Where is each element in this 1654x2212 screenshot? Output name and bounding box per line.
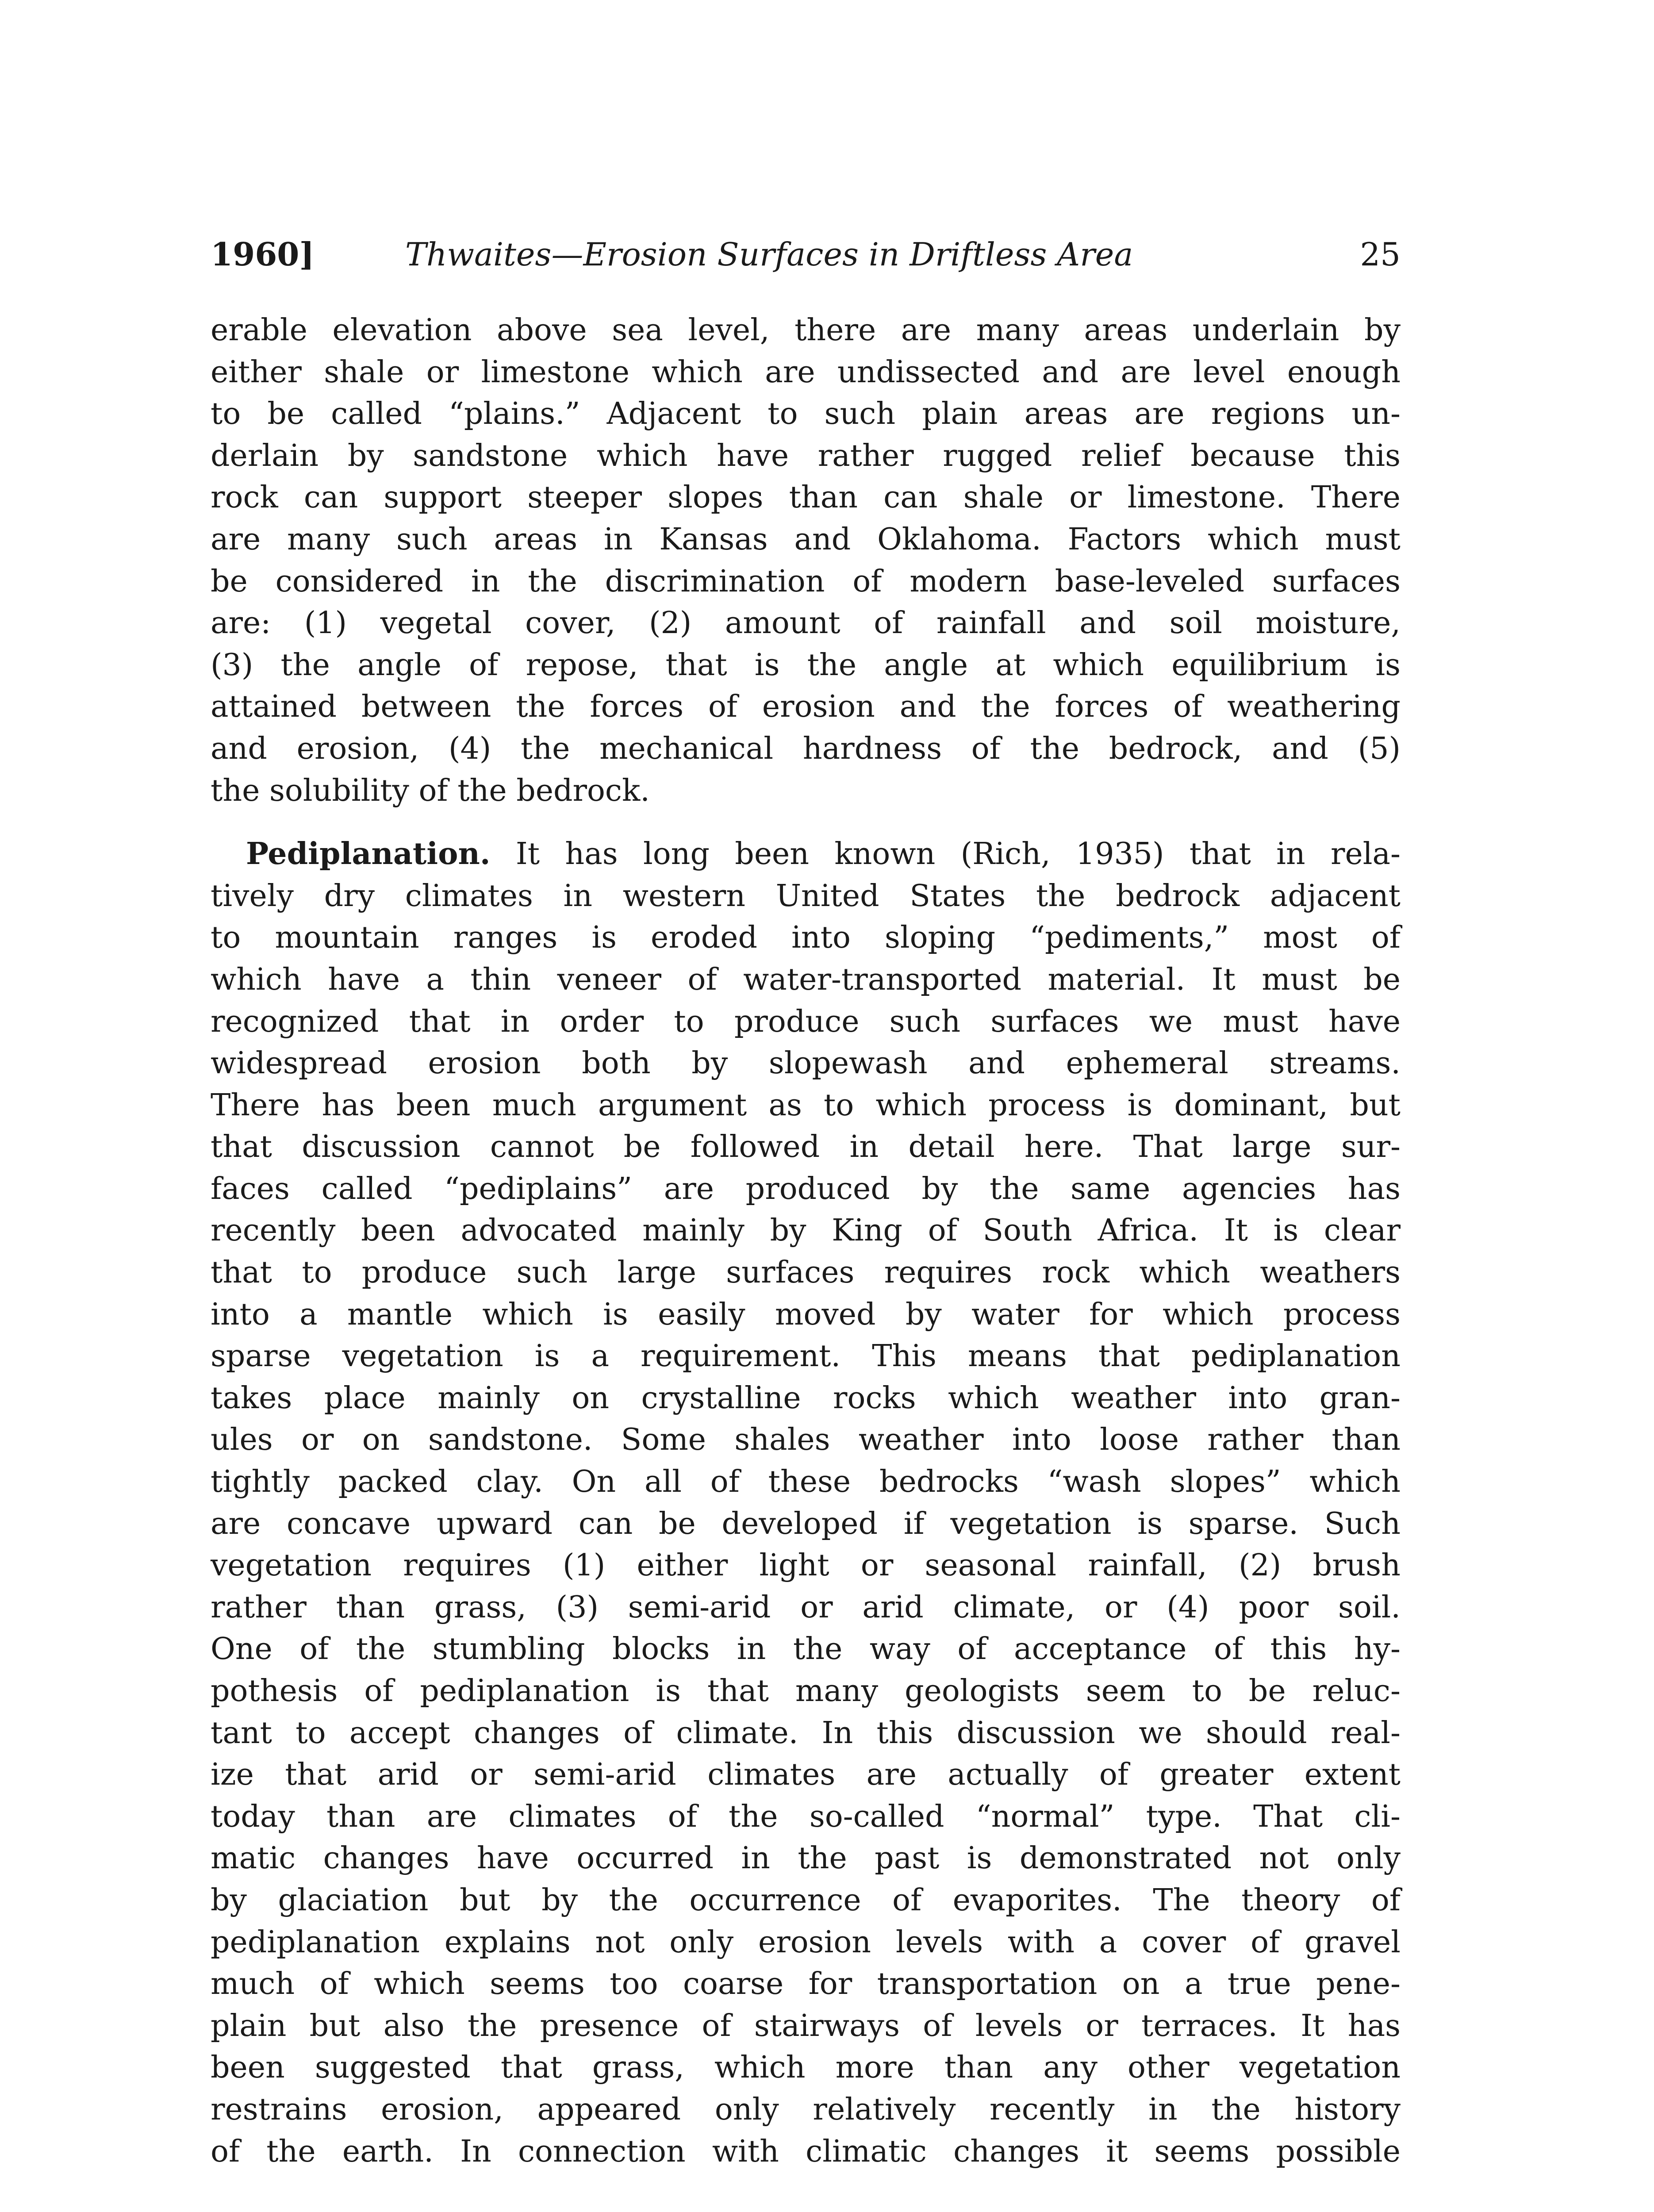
text-line: recognized that in order to produce such surfaces we must have xyxy=(211,1004,1401,1039)
text-line: pediplanation explains not only erosion levels with a cover of gravel xyxy=(211,1924,1401,1960)
text-line: be considered in the discrimination of modern base-leveled surfaces xyxy=(211,564,1401,599)
text-line: restrains erosion, appeared only relatively recently in the history xyxy=(211,2092,1401,2127)
text-line: (3) the angle of repose, that is the angle at which equilibrium is xyxy=(211,647,1401,683)
paragraph-pediplanation xyxy=(211,833,1401,2173)
body-text xyxy=(211,310,1401,2173)
text-line: that discussion cannot be followed in detail here. That large sur- xyxy=(211,1129,1401,1165)
text-line: rock can support steeper slopes than can shale or limestone. There xyxy=(211,480,1401,515)
text-line: and erosion, (4) the mechanical hardness of the bedrock, and (5) xyxy=(211,731,1401,766)
text-line: been suggested that grass, which more than any other vegetation xyxy=(211,2050,1401,2085)
running-head-title: Thwaites—Erosion Surfaces in Driftless Area xyxy=(405,236,1133,273)
text-line: matic changes have occurred in the past is demonstrated not only xyxy=(211,1841,1401,1876)
text-line: pothesis of pediplanation is that many geologists seem to be reluc- xyxy=(211,1674,1401,1709)
text-line: derlain by sandstone which have rather rugged relief because this xyxy=(211,438,1401,473)
text-line: to mountain ranges is eroded into sloping “pediments,” most of xyxy=(211,920,1401,956)
text-line: of the earth. In connection with climatic changes it seems possible xyxy=(211,2134,1401,2169)
text-line-rest: It has long been known (Rich, 1935) that in rela- xyxy=(490,837,1401,872)
text-line: into a mantle which is easily moved by water for which process xyxy=(211,1297,1401,1332)
text-line: sparse vegetation is a requirement. This means that pediplanation xyxy=(211,1339,1401,1374)
text-line: by glaciation but by the occurrence of evaporites. The theory of xyxy=(211,1882,1401,1918)
text-line: ize that arid or semi-arid climates are actually of greater extent xyxy=(211,1757,1401,1793)
text-line: rather than grass, (3) semi-arid or arid climate, or (4) poor soil. xyxy=(211,1590,1401,1625)
text-line: either shale or limestone which are undissected and are level enough xyxy=(211,354,1401,390)
text-line: faces called “pediplains” are produced by the same agencies has xyxy=(211,1171,1401,1206)
running-head-year: 1960] xyxy=(211,235,315,273)
text-line: There has been much argument as to which process is dominant, but xyxy=(211,1087,1401,1123)
text-line: are concave upward can be developed if vegetation is sparse. Such xyxy=(211,1506,1401,1541)
text-line: which have a thin veneer of water-transported material. It must be xyxy=(211,962,1401,997)
section-heading: Pediplanation. xyxy=(246,836,491,872)
running-head xyxy=(211,230,1401,279)
text-line: takes place mainly on crystalline rocks which weather into gran- xyxy=(211,1380,1401,1416)
text-line: much of which seems too coarse for transportation on a true pene- xyxy=(211,1966,1401,2002)
text-line: plain but also the presence of stairways of levels or terraces. It has xyxy=(211,2008,1401,2043)
text-line: that to produce such large surfaces requires rock which weathers xyxy=(211,1255,1401,1290)
text-line: are many such areas in Kansas and Oklahoma. Factors which must xyxy=(211,522,1401,557)
text-line: One of the stumbling blocks in the way of acceptance of this hy- xyxy=(211,1632,1401,1667)
text-line: erable elevation above sea level, there are many areas underlain by xyxy=(211,313,1401,348)
text-line: vegetation requires (1) either light or seasonal rainfall, (2) brush xyxy=(211,1548,1401,1583)
text-line: are: (1) vegetal cover, (2) amount of rainfall and soil moisture, xyxy=(211,606,1401,641)
text-line: tightly packed clay. On all of these bedrocks “wash slopes” which xyxy=(211,1464,1401,1500)
text-line: tively dry climates in western United States the bedrock adjacent xyxy=(211,878,1401,914)
text-line: widespread erosion both by slopewash and ephemeral streams. xyxy=(211,1046,1401,1081)
paragraph-continued xyxy=(211,310,1401,812)
text-line-first xyxy=(211,833,1401,876)
text-line: today than are climates of the so-called “normal” type. That cli- xyxy=(211,1799,1401,1834)
text-line: ules or on sandstone. Some shales weather into loose rather than xyxy=(211,1422,1401,1458)
page-number: 25 xyxy=(1360,236,1401,273)
text-line: attained between the forces of erosion and the forces of weathering xyxy=(211,689,1401,725)
text-line: the solubility of the bedrock. xyxy=(211,773,650,808)
text-line: recently been advocated mainly by King of South Africa. It is clear xyxy=(211,1213,1401,1248)
text-line: tant to accept changes of climate. In this discussion we should real- xyxy=(211,1715,1401,1751)
text-line: to be called “plains.” Adjacent to such plain areas are regions un- xyxy=(211,396,1401,432)
